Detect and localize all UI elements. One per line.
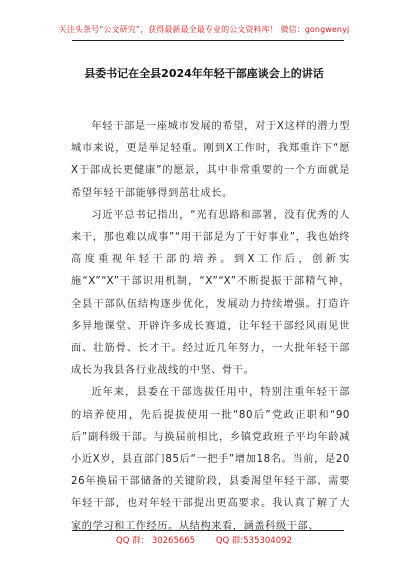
body-paragraph-1: 年轻干部是一座城市发展的希望，对于X这样的潜力型城市来说，更是举足轻重。刚到X工作时，我郑重许下“愿X于部成长更健康”的愿景，其中非常重要的一个方面就是希望年轻干部能够得到茁壮成长。 [71, 121, 350, 199]
document-title: 县委书记在全县2024年年轻干部座谈会上的讲话 [84, 67, 324, 80]
body-paragraph-2: 习近平总书记指出，“光有思路和部署，没有优秀的人来干，那也难以成事”“用干部是为了干好事业”，我也始终高度重视年轻干部的培养。到X工作后，创新实施“X”“X”干部识用机制，“X”“X”不断提振干部精气神，全县干部队伍结构逐步优化，发展动力持续增强。打造许多异地课堂、开辟许多成长赛道，让年轻干部经风雨见世面、壮筋骨、长才干。经过近几年努力，一大批年轻干部成长为我县各行业战线的中坚、骨干。 [71, 209, 350, 377]
header-promo-note: 关注头条号“公文研究”，获得最新最全最专业的公文资料库！ 微信：gongwenyj [58, 25, 350, 34]
header-divider [72, 40, 344, 41]
footer-qq-groups [0, 535, 408, 547]
document-body [71, 116, 350, 538]
body-paragraph-3: 近年来，县委在干部选拔任用中，特别注重年轻干部的培养使用，先后提拔使用一批“80后”党政正职和“90后”副科级干部。与换届前相比，乡镇党政班子平均年龄减小近X岁，县直部门85后“一把手”增加18名。当前，是2026年换届干部储备的关键阶段，县委渴望年轻干部、需要年轻干部，也对年轻干部提出更高要求。我认真了解了大家的学习和工作经历。从结构来看，涵盖科级干部、 [71, 387, 350, 532]
footer-qq-group-left: QQ 群： 30265665 [116, 536, 196, 546]
footer-divider [72, 530, 344, 531]
footer-qq-group-right: QQ 群:535304092 [215, 536, 292, 546]
